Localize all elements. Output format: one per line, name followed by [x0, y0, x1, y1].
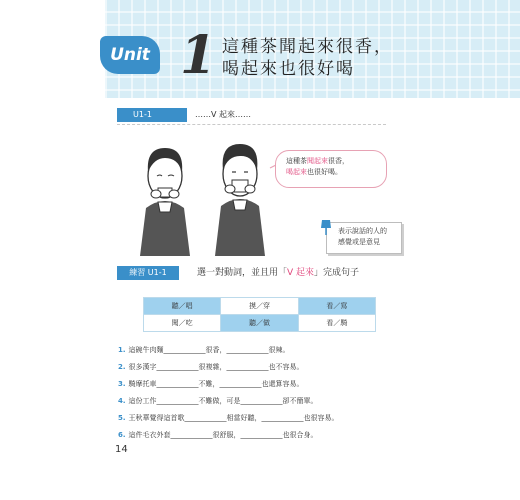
list-item: [118, 412, 418, 429]
unit-badge: Unit: [100, 36, 160, 74]
note-line-1: 表示說話的人的: [338, 227, 387, 235]
table-row: [144, 315, 376, 332]
verb-pairs-table: [143, 297, 376, 332]
speech-part-1: 這種茶: [286, 157, 307, 165]
divider: [117, 124, 386, 125]
page-number: 14: [115, 444, 128, 455]
list-item: [118, 429, 418, 446]
instruction-before: 選一對動詞，並且用「: [197, 268, 288, 278]
speech-part-3: 也很好喝。: [307, 168, 342, 176]
exercise-list: [118, 344, 418, 446]
table-cell: 聽／做: [221, 315, 298, 332]
list-item: [118, 344, 418, 361]
speech-highlight-2: 喝起來: [286, 168, 307, 176]
section-caption: ……V 起來……: [195, 110, 252, 119]
item-number: 6.: [118, 431, 126, 439]
table-cell: 聞／吃: [144, 315, 221, 332]
item-text: 這碗牛肉麵____________很香，____________很辣。: [128, 346, 290, 354]
speech-highlight-1: 聞起來: [307, 157, 328, 165]
table-cell: 看／騎: [298, 315, 375, 332]
item-number: 4.: [118, 397, 126, 405]
table-row: [144, 298, 376, 315]
item-text: 王秋華覺得這首歌____________相當好聽，____________也很容易。: [128, 414, 339, 422]
grammar-note-text: [338, 226, 400, 248]
unit-number: 1: [180, 25, 217, 86]
item-text: 騎摩托車____________不難，____________也還算容易。: [128, 380, 304, 388]
speech-text: [286, 156, 381, 178]
list-item: [118, 395, 418, 412]
list-item: [118, 361, 418, 378]
person-smelling-icon: [140, 148, 190, 256]
item-number: 5.: [118, 414, 126, 422]
instruction-after: 」完成句子: [314, 268, 360, 278]
item-text: 很多漢字____________很複雜，____________也不容易。: [128, 363, 304, 371]
section-tag: U1-1: [117, 108, 187, 122]
table-cell: 摸／穿: [221, 298, 298, 315]
item-number: 1.: [118, 346, 126, 354]
pushpin-icon: [319, 218, 335, 236]
item-number: 2.: [118, 363, 126, 371]
item-text: 這份工作____________不難做，可是____________卻不簡單。: [128, 397, 318, 405]
speech-part-2: 很香，: [328, 157, 349, 165]
item-text: 這件毛衣外套____________很舒服，____________也很合身。: [128, 431, 318, 439]
table-cell: 看／寫: [298, 298, 375, 315]
note-line-2: 感覺或是意見: [338, 238, 380, 246]
title-line-1: 這種茶聞起來很香，: [222, 37, 393, 57]
list-item: [118, 378, 418, 395]
table-cell: 聽／唱: [144, 298, 221, 315]
person-drinking-icon: [215, 144, 265, 256]
exercise-instruction: [197, 266, 359, 280]
item-number: 3.: [118, 380, 126, 388]
title-line-2: 喝起來也很好喝: [222, 59, 355, 79]
page-title: [222, 36, 462, 80]
instruction-highlight: V 起來: [287, 268, 315, 278]
exercise-tag: 練習 U1-1: [117, 266, 179, 280]
